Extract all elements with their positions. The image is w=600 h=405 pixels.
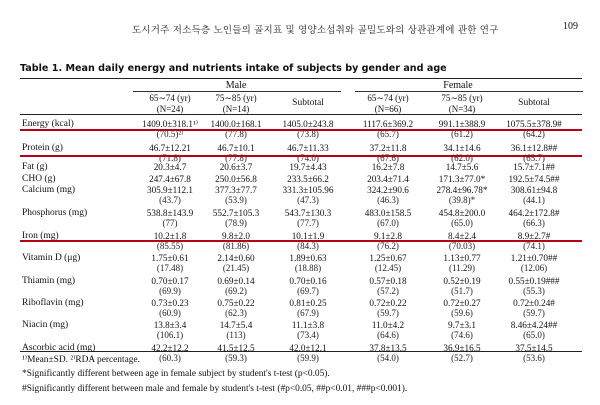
row-label: Iron (mg) — [22, 231, 59, 241]
table-cell-value: 9.8±2.0 — [221, 231, 250, 241]
table-cell-rda-percent: (65.0) — [523, 330, 545, 340]
table-cell-rda-percent: (64.2) — [523, 129, 545, 139]
table-cell-value: 543.7±130.3 — [284, 208, 332, 218]
table-cell-value: 46.7±10.1 — [217, 143, 255, 153]
running-head: 도시거주 저소득층 노인들의 골지표 및 영양소섭취와 골밀도와의 상관관계에 관한 연구 — [132, 25, 499, 36]
footnote-mean-rda: ¹⁾Mean±SD. ²⁾RDA percentage. — [22, 355, 140, 365]
column-sample-size: (N=14) — [222, 104, 250, 114]
table-top-rule — [20, 78, 582, 79]
highlight-energy-underline — [20, 129, 582, 131]
row-label: Fat (g) — [22, 162, 48, 172]
column-header — [351, 93, 425, 115]
table-cell-rda-percent: (39.8)* — [448, 195, 476, 205]
table-cell-value: 1405.0±243.8 — [282, 119, 334, 129]
table-cell-value: 10.2±1.8 — [153, 231, 187, 241]
table-cell-value: 1.21±0.70## — [510, 253, 558, 263]
table-cell-rda-percent: (47.3) — [297, 195, 319, 205]
table-cell-value: 46.7±11.33 — [287, 143, 329, 153]
table-cell-rda-percent: (65.0) — [451, 218, 473, 228]
page-number: 109 — [563, 21, 578, 32]
table-cell-rda-percent: (60.3) — [159, 353, 181, 363]
column-header — [133, 93, 207, 115]
table-cell-value: 552.7±105.3 — [212, 208, 260, 218]
table-cell-rda-percent: (77) — [162, 218, 178, 228]
table-cell-rda-percent: (46.3) — [377, 195, 399, 205]
row-label: Riboflavin (mg) — [22, 298, 84, 308]
table-cell-value: 247.4±67.8 — [149, 174, 191, 184]
table-cell-rda-percent: (74.6) — [451, 330, 473, 340]
group-head-female: Female — [443, 80, 473, 91]
row-label: Thiamin (mg) — [22, 276, 76, 286]
table-cell-value: 250.0±56.8 — [215, 174, 257, 184]
highlight-protein-underline — [20, 155, 582, 157]
table-cell-rda-percent: (69.7) — [297, 286, 319, 296]
table-cell-value: 11.0±4.2 — [371, 320, 405, 330]
table-cell-value: 37.2±11.8 — [369, 143, 407, 153]
table-cell-rda-percent: (74.0) — [297, 153, 319, 163]
table-cell-rda-percent: (70.5)²⁾ — [156, 129, 184, 139]
table-cell-rda-percent: (54.0) — [377, 353, 399, 363]
table-cell-value: 1.13±0.77 — [443, 253, 481, 263]
table-cell-value: 34.1±14.6 — [443, 143, 481, 153]
column-age-range: 75∼85 (yr) — [215, 93, 257, 103]
table-cell-rda-percent: (76.2) — [377, 241, 399, 251]
table-cell-rda-percent: (43.7) — [159, 195, 181, 205]
table-cell-value: 37.5±14.5 — [515, 343, 553, 353]
table-cell-value: 538.8±143.9 — [146, 208, 194, 218]
table-cell-rda-percent: (62.0) — [451, 153, 473, 163]
table-cell-value: 36.9±16.5 — [443, 343, 481, 353]
table-cell-rda-percent: (67.6) — [377, 153, 399, 163]
table-cell-value: 1117.6±369.2 — [362, 119, 414, 129]
column-header-subtotal: Subtotal — [518, 98, 550, 108]
table-cell-rda-percent: (113) — [226, 330, 246, 340]
table-cell-value: 42.0±12.1 — [289, 343, 327, 353]
table-cell-value: 233.5±66.2 — [287, 174, 329, 184]
row-label: Ascorbic acid (mg) — [22, 343, 96, 353]
table-cell-value: 0.72±0.27 — [443, 298, 481, 308]
table-cell-rda-percent: (59.7) — [377, 308, 399, 318]
table-cell-rda-percent: (61.2) — [451, 129, 473, 139]
row-label: Protein (g) — [22, 143, 63, 153]
footnote-age-significance: *Significantly different between age in female subject by student's t-test (p<0.05). — [22, 369, 330, 379]
column-header-subtotal: Subtotal — [292, 98, 324, 108]
table-cell-value: 483.0±158.5 — [364, 208, 412, 218]
table-cell-value: 0.70±0.17 — [151, 276, 189, 286]
table-cell-value: 0.81±0.25 — [289, 298, 327, 308]
table-cell-value: 15.7±7.1## — [513, 162, 555, 172]
table-cell-rda-percent: (62.3) — [225, 308, 247, 318]
column-sample-size: (N=24) — [156, 104, 184, 114]
table-cell-rda-percent: (65.7) — [523, 153, 545, 163]
column-header — [425, 93, 499, 115]
table-cell-value: 2.14±0.60 — [217, 253, 255, 263]
table-cell-value: 8.9±2.7# — [517, 231, 551, 241]
table-cell-value: 14.7±5.6 — [445, 162, 479, 172]
table-cell-rda-percent: (77.8) — [225, 153, 247, 163]
column-header — [199, 93, 273, 115]
table-cell-rda-percent: (11.29) — [449, 263, 475, 273]
table-cell-value: 0.72±0.22 — [369, 298, 407, 308]
table-cell-value: 8.4±2.4 — [447, 231, 476, 241]
table-cell-value: 0.70±0.16 — [289, 276, 327, 286]
table-cell-rda-percent: (78.9) — [225, 218, 247, 228]
table-cell-value: 0.75±0.22 — [217, 298, 255, 308]
table-cell-rda-percent: (77.7) — [297, 218, 319, 228]
table-cell-rda-percent: (59.6) — [451, 308, 473, 318]
table-cell-rda-percent: (66.3) — [523, 218, 545, 228]
table-cell-rda-percent: (51.7) — [451, 286, 473, 296]
column-age-range: 65∼74 (yr) — [149, 93, 191, 103]
table-cell-rda-percent: (74.1) — [523, 241, 545, 251]
column-age-range: 65∼74 (yr) — [367, 93, 409, 103]
table-cell-rda-percent: (18.88) — [294, 263, 322, 273]
table-cell-value: 20.3±4.7 — [153, 162, 187, 172]
table-cell-rda-percent: (73.8) — [297, 129, 319, 139]
table-cell-rda-percent: (67.0) — [377, 218, 399, 228]
table-cell-value: 171.3±77.0* — [438, 174, 486, 184]
table-cell-rda-percent: (106.1) — [156, 330, 184, 340]
table-cell-value: 16.2±7.8 — [371, 162, 405, 172]
table-cell-value: 308.61±94.8 — [510, 185, 558, 195]
table-cell-value: 36.1±12.8## — [510, 143, 558, 153]
table-cell-value: 0.57±0.18 — [369, 276, 407, 286]
table-cell-rda-percent: (57.2) — [377, 286, 399, 296]
table-cell-value: 0.72±0.24# — [513, 298, 555, 308]
table-cell-value: 9.7±3.1 — [447, 320, 476, 330]
table-cell-rda-percent: (81.86) — [222, 241, 250, 251]
table-cell-rda-percent: (65.7) — [377, 129, 399, 139]
table-cell-value: 0.52±0.19 — [443, 276, 481, 286]
table-cell-rda-percent: (73.4) — [297, 330, 319, 340]
table-cell-rda-percent: (64.6) — [377, 330, 399, 340]
table-cell-rda-percent: (77.8) — [225, 129, 247, 139]
table-cell-value: 1400.0±168.1 — [210, 119, 262, 129]
table-cell-value: 0.73±0.23 — [151, 298, 189, 308]
table-cell-rda-percent: (67.9) — [297, 308, 319, 318]
table-cell-value: 464.2±172.8# — [508, 208, 560, 218]
table-cell-value: 10.1±1.9 — [291, 231, 325, 241]
table-cell-value: 991.1±388.9 — [438, 119, 486, 129]
female-group-rule — [355, 91, 583, 92]
table-cell-rda-percent: (52.7) — [451, 353, 473, 363]
table-cell-rda-percent: (69.2) — [225, 286, 247, 296]
table-cell-value: 20.6±3.7 — [219, 162, 253, 172]
male-group-rule — [133, 91, 341, 92]
table-cell-value: 8.46±4.24## — [510, 320, 558, 330]
table-cell-value: 37.8±13.5 — [369, 343, 407, 353]
table-cell-rda-percent: (17.48) — [156, 263, 184, 273]
table-cell-value: 192.5±74.5## — [508, 174, 560, 184]
table-cell-value: 1409.0±318.1¹⁾ — [142, 119, 198, 129]
table-cell-value: 1.89±0.63 — [289, 253, 327, 263]
table-cell-rda-percent: (69.9) — [159, 286, 181, 296]
table-cell-value: 278.4±96.78* — [436, 185, 488, 195]
row-label: Calcium (mg) — [22, 185, 76, 195]
table-cell-rda-percent: (44.1) — [523, 195, 545, 205]
table-cell-value: 1.75±0.61 — [151, 253, 189, 263]
table-cell-value: 331.3±105.96 — [282, 185, 334, 195]
column-sample-size: (N=66) — [374, 104, 402, 114]
table-caption: Table 1. Mean daily energy and nutrients intake of subjects by gender and age — [20, 63, 447, 74]
table-cell-value: 41.5±12.5 — [217, 343, 255, 353]
table-cell-value: 1075.5±378.9# — [506, 119, 562, 129]
table-cell-value: 1.25±0.67 — [369, 253, 407, 263]
footnote-gender-significance: #Significantly different between male and female by student's t-test (#p<0.05, ##p<0.01, ###p<0.001). — [22, 384, 408, 394]
table-cell-value: 454.8±200.0 — [438, 208, 486, 218]
column-age-range: 75∼85 (yr) — [441, 93, 483, 103]
group-head-male: Male — [225, 80, 247, 91]
table-cell-rda-percent: (84.3) — [297, 241, 319, 251]
table-cell-rda-percent: (21.45) — [222, 263, 250, 273]
row-label: Niacin (mg) — [22, 320, 69, 330]
table-cell-rda-percent: (70.03) — [448, 241, 476, 251]
table-cell-value: 377.3±77.7 — [215, 185, 257, 195]
table-cell-value: 13.8±3.4 — [153, 320, 187, 330]
table-cell-value: 324.2±90.6 — [367, 185, 409, 195]
row-label: Energy (kcal) — [22, 119, 74, 129]
table-cell-value: 19.7±4.43 — [289, 162, 327, 172]
table-cell-rda-percent: (59.9) — [297, 353, 319, 363]
table-cell-value: 14.7±5.4 — [219, 320, 253, 330]
row-label: CHO (g) — [22, 174, 56, 184]
table-cell-value: 11.1±3.8 — [291, 320, 325, 330]
table-cell-rda-percent: (85.55) — [156, 241, 184, 251]
table-cell-rda-percent: (12.06) — [520, 263, 548, 273]
table-cell-rda-percent: (59.7) — [523, 308, 545, 318]
column-sample-size: (N=34) — [448, 104, 476, 114]
row-label: Phosphorus (mg) — [22, 208, 88, 218]
table-cell-rda-percent: (53.9) — [225, 195, 247, 205]
table-cell-value: 42.2±12.2 — [151, 343, 189, 353]
table-cell-rda-percent: (59.3) — [225, 353, 247, 363]
table-cell-rda-percent: (60.9) — [159, 308, 181, 318]
table-cell-value: 46.7±12.21 — [149, 143, 191, 153]
highlight-iron-underline — [20, 240, 582, 242]
row-label: Vitamin D (μg) — [22, 253, 81, 263]
table-cell-value: 0.69±0.14 — [217, 276, 255, 286]
table-cell-value: 305.9±112.1 — [146, 185, 194, 195]
table-cell-value: 203.4±71.4 — [367, 174, 409, 184]
table-cell-rda-percent: (55.3) — [523, 286, 545, 296]
table-cell-value: 9.1±2.8 — [373, 231, 402, 241]
table-cell-rda-percent: (12.45) — [374, 263, 402, 273]
table-cell-rda-percent: (53.6) — [523, 353, 545, 363]
table-cell-rda-percent: (71.8) — [159, 153, 181, 163]
table-cell-value: 0.55±0.19### — [508, 276, 560, 286]
